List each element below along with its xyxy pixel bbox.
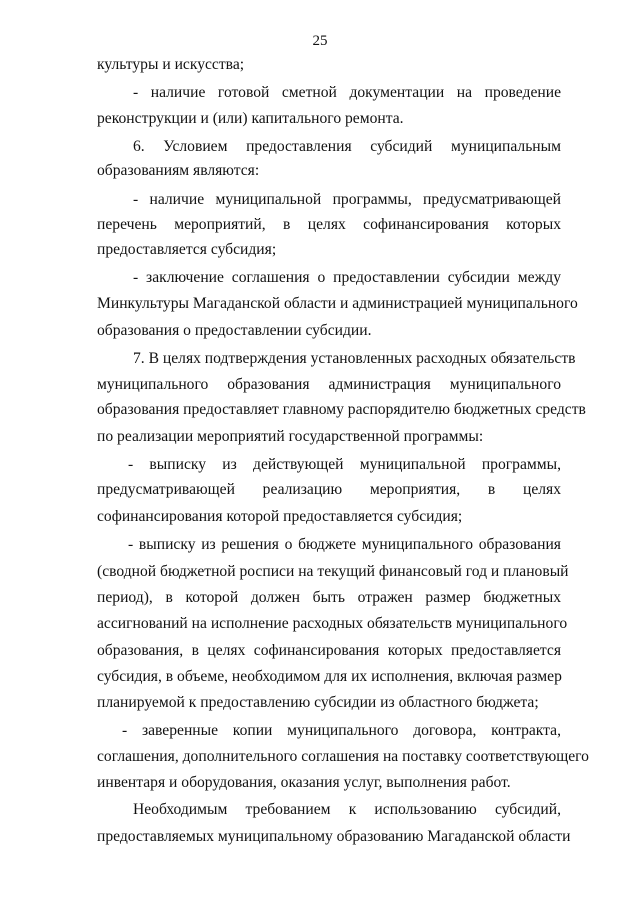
text-line: - выписку из действующей муниципальной программы, [128,456,561,473]
text-line: муниципального образования администрация муниципального [97,376,561,393]
text-line: - заключение соглашения о предоставлении субсидии между [133,269,561,286]
text-line: Минкультуры Магаданской области и администрацией муниципального [97,295,578,312]
text-line: субсидия, в объеме, необходимом для их исполнения, включая размер [97,668,562,685]
text-line: по реализации мероприятий государственной программы: [97,428,484,445]
text-line: образования, в целях софинансирования которых предоставляется [97,642,561,659]
text-line: ассигнований на исполнение расходных обязательств муниципального [97,615,568,632]
text-line: предусматривающей реализацию мероприятия, в целях [97,481,561,498]
text-line: планируемой к предоставлению субсидии из областного бюджета; [97,694,539,711]
text-line: образованиям являются: [97,162,260,179]
text-line: (сводной бюджетной росписи на текущий финансовый год и плановый [97,563,569,580]
page-number: 25 [312,33,328,49]
text-line: - наличие муниципальной программы, предусматривающей [133,191,561,208]
text-line: соглашения, дополнительного соглашения на поставку соответствующего [97,748,589,765]
text-line: образования предоставляет главному распорядителю бюджетных средств [97,401,586,418]
text-line: реконструкции и (или) капитального ремонта. [97,110,404,127]
text-line: Необходимым требованием к использованию субсидий, [133,801,561,818]
text-line: предоставляется субсидия; [97,241,277,258]
text-line: софинансирования которой предоставляется субсидия; [97,508,463,525]
text-line: образования о предоставлении субсидии. [97,322,372,339]
text-line: предоставляемых муниципальному образованию Магаданской области [97,828,571,845]
text-line: - выписку из решения о бюджете муниципального образования [128,536,561,553]
text-line: 6. Условием предоставления субсидий муниципальным [133,138,561,155]
text-line: культуры и искусства; [97,56,245,73]
text-line: период), в которой должен быть отражен размер бюджетных [97,589,561,606]
text-line: - наличие готовой сметной документации на проведение [133,84,561,101]
text-line: - заверенные копии муниципального договора, контракта, [122,722,561,739]
text-line: 7. В целях подтверждения установленных расходных обязательств [133,350,576,367]
text-line: перечень мероприятий, в целях софинансирования которых [97,216,561,233]
text-line: инвентаря и оборудования, оказания услуг, выполнения работ. [97,774,511,791]
